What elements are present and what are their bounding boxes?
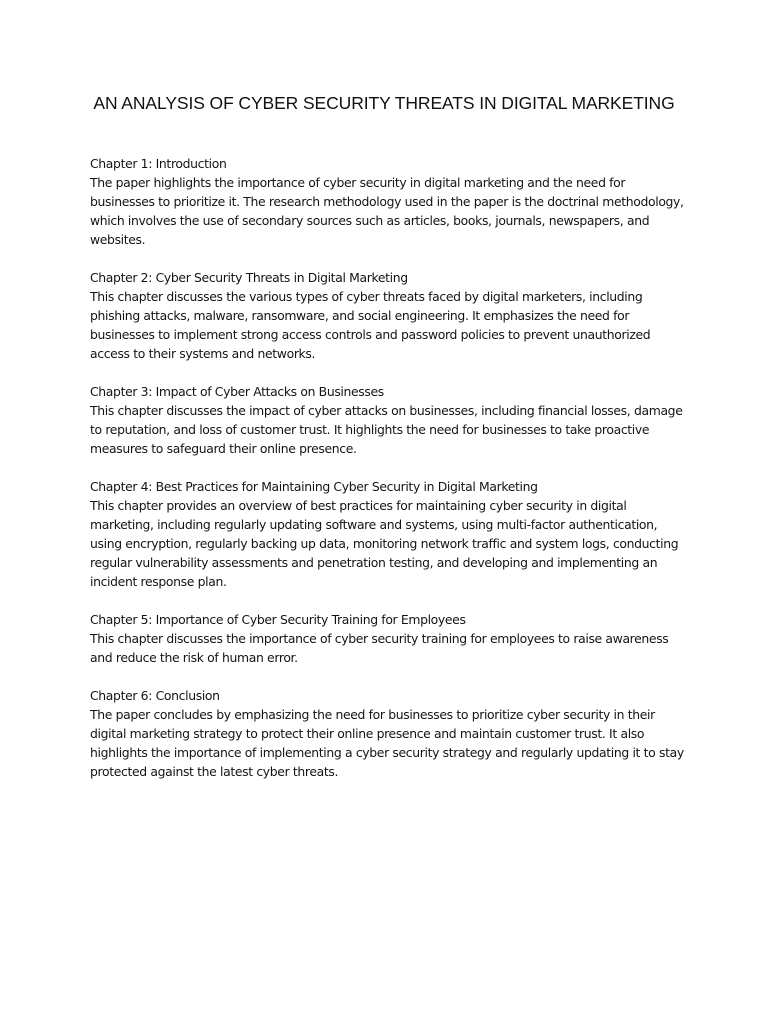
chapter-5-section [90, 610, 690, 667]
chapter-1-section [90, 154, 690, 249]
chapter-1-body: The paper highlights the importance of cyber security in digital marketing and the need for businesses to prioritize it. The research methodology used in the paper is the doctrinal methodology, which involves the use of secondary sources such as articles, books, journals, newspapers, and websites. [90, 175, 684, 247]
chapter-4-heading: Chapter 4: Best Practices for Maintaining Cyber Security in Digital Marketing [90, 479, 538, 494]
chapter-6-heading: Chapter 6: Conclusion [90, 688, 220, 703]
chapter-4-body: This chapter provides an overview of best practices for maintaining cyber security in digital marketing, including regularly updating software and systems, using multi-factor authentication, using encryption, regularly backing up data, monitoring network traffic and system logs, conducting regular vulnerability assessments and penetration testing, and developing and implementing an incident response plan. [90, 498, 679, 589]
chapter-5-heading: Chapter 5: Importance of Cyber Security Training for Employees [90, 612, 466, 627]
chapter-1-heading: Chapter 1: Introduction [90, 156, 227, 171]
chapter-2-body: This chapter discusses the various types of cyber threats faced by digital marketers, including phishing attacks, malware, ransomware, and social engineering. It emphasizes the need for businesses to implement strong access controls and password policies to prevent unauthorized access to their systems and networks. [90, 289, 651, 361]
chapter-3-section [90, 382, 690, 458]
document-title: AN ANALYSIS OF CYBER SECURITY THREATS IN DIGITAL MARKETING [93, 93, 675, 113]
chapter-2-section [90, 268, 690, 363]
chapter-6-body: The paper concludes by emphasizing the need for businesses to prioritize cyber security in their digital marketing strategy to protect their online presence and maintain customer trust. It also highlights the importance of implementing a cyber security strategy and regularly updating it to stay protected against the latest cyber threats. [90, 707, 684, 779]
chapter-2-heading: Chapter 2: Cyber Security Threats in Digital Marketing [90, 270, 408, 285]
document-content [90, 154, 690, 800]
chapter-5-body: This chapter discusses the importance of cyber security training for employees to raise awareness and reduce the risk of human error. [90, 631, 669, 665]
chapter-3-body: This chapter discusses the impact of cyber attacks on businesses, including financial losses, damage to reputation, and loss of customer trust. It highlights the need for businesses to take proactive measures to safeguard their online presence. [90, 403, 683, 456]
chapter-6-section [90, 686, 690, 781]
chapter-3-heading: Chapter 3: Impact of Cyber Attacks on Businesses [90, 384, 384, 399]
chapter-4-section [90, 477, 690, 591]
